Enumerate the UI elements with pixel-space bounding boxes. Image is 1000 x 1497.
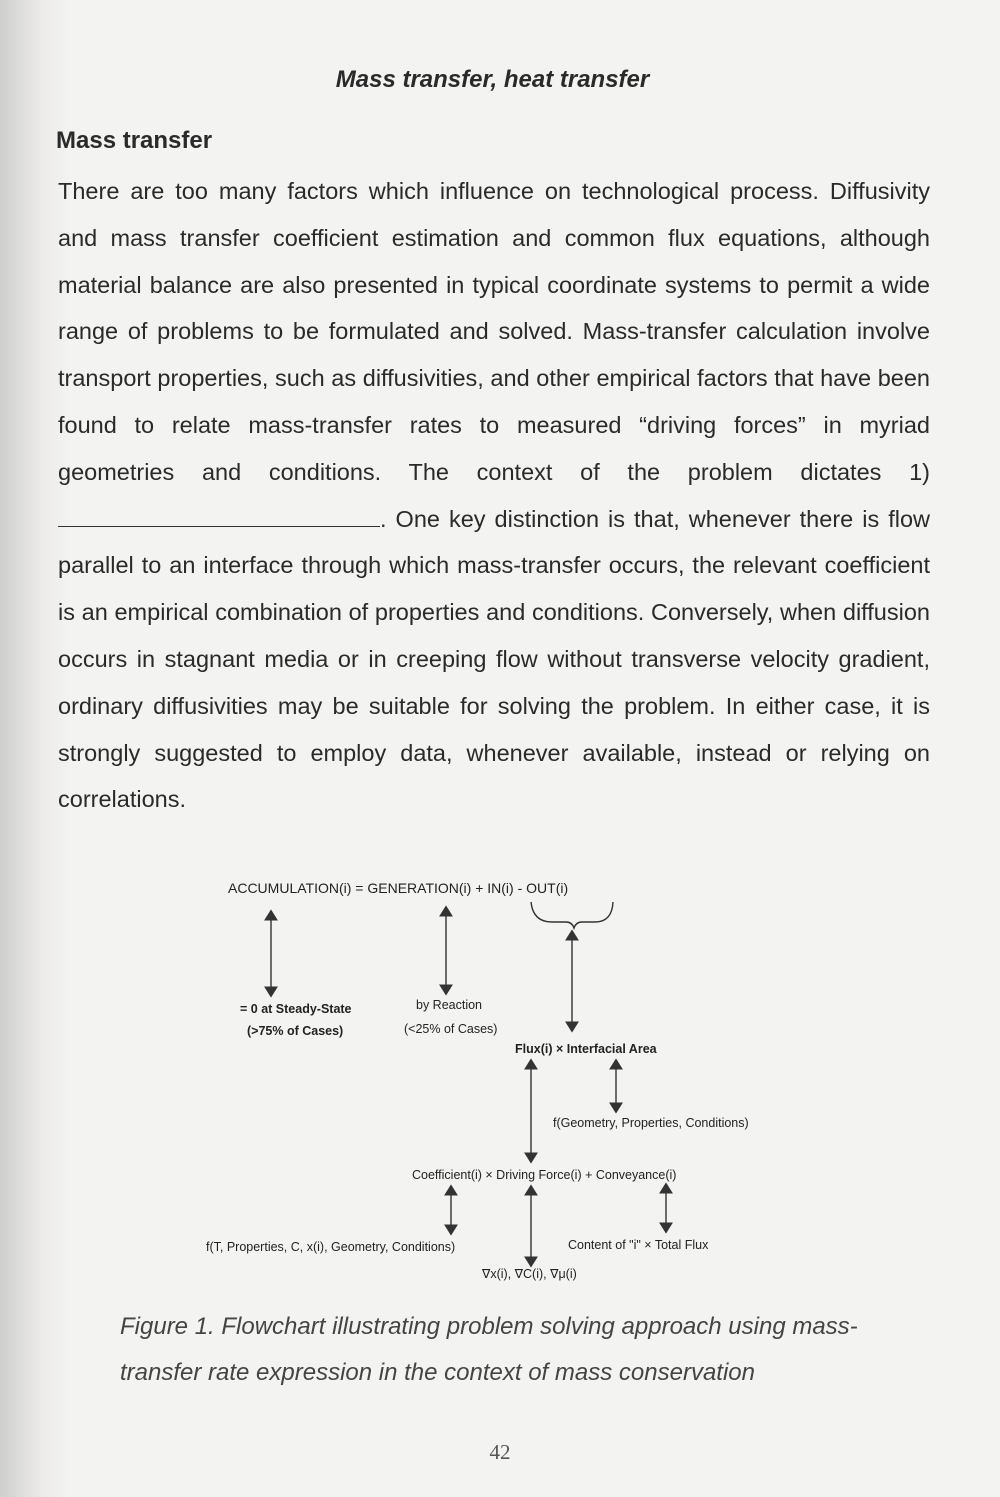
coefficient-function-label: f(T, Properties, C, x(i), Geometry, Conditions)	[206, 1240, 456, 1254]
flux-area-label: Flux(i) × Interfacial Area	[515, 1042, 657, 1056]
reaction-percentage: (<25% of Cases)	[404, 1022, 498, 1036]
mass-balance-equation: ACCUMULATION(i) = GENERATION(i) + IN(i) - OUT(i)	[228, 880, 569, 896]
running-head: Mass transfer, heat transfer	[335, 66, 650, 93]
rate-expression-label: Coefficient(i) × Driving Force(i) + Conveyance(i)	[412, 1168, 677, 1182]
area-function-label: f(Geometry, Properties, Conditions)	[553, 1116, 749, 1130]
steady-state-label: = 0 at Steady-State	[240, 1002, 352, 1016]
paragraph-text-after-blank: . One key distinction is that, whenever there is flow parallel to an interface through which mass-transfer occurs, the relevant coefficient is an empirical combination of properties and conditions. Conversely, when diffusion occurs in stagnant media or in creeping flow without transverse velocity gradient, ordinary diffusivities may be suitable for solving the problem. In either case, it is strongly suggested to employ data, whenever available, instead or relying on correlations.	[58, 505, 930, 813]
paragraph-text-before-blank: There are too many factors which influence on technological process. Diffusivity and mass transfer coefficient estimation and common flux equations, although material balance are also presented in typical coordinate systems to permit a wide range of problems to be formulated and solved. Mass-transfer calculation involve transport properties, such as diffusivities, and other empirical factors that have been found to relate mass-transfer rates to measured “driving forces” in myriad geometries and conditions. The context of the problem dictates 1)	[58, 178, 930, 485]
gradients-label: ∇x(i), ∇C(i), ∇μ(i)	[482, 1267, 577, 1281]
conveyance-label: Content of "i" × Total Flux	[568, 1238, 709, 1252]
figure-caption: Figure 1. Flowchart illustrating problem solving approach using mass-transfer rate expression in the context of mass conservation	[120, 1313, 858, 1386]
steady-state-percentage: (>75% of Cases)	[247, 1024, 344, 1038]
page-number: 42	[489, 1440, 511, 1464]
reaction-label: by Reaction	[416, 998, 483, 1012]
section-title: Mass transfer	[56, 127, 213, 154]
